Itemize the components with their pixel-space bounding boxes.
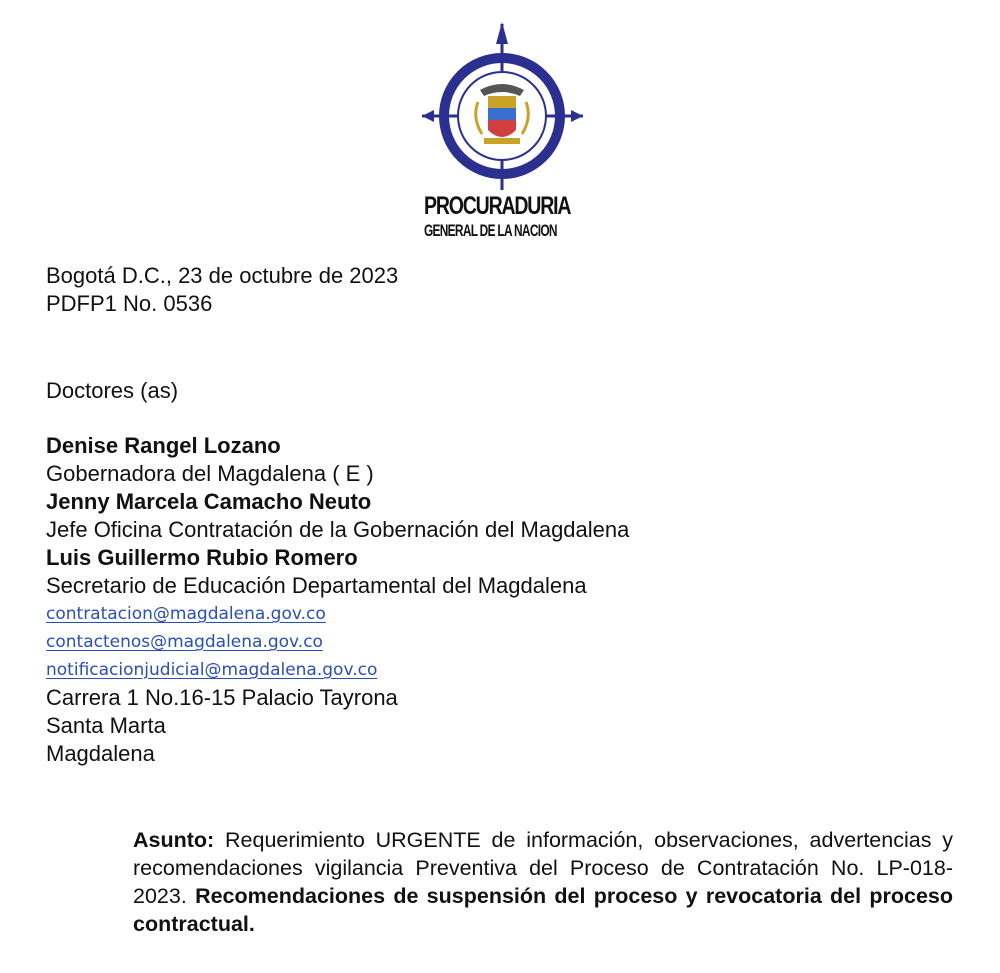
address-line: Carrera 1 No.16-15 Palacio Tayrona: [46, 685, 398, 710]
recipient-name: Denise Rangel Lozano: [46, 433, 281, 458]
procuraduria-seal-icon: [420, 22, 585, 192]
org-name-line1: PROCURADURIA: [424, 192, 571, 220]
recipient-title: Gobernadora del Magdalena ( E ): [46, 461, 374, 486]
place-date: Bogotá D.C., 23 de octubre de 2023: [46, 263, 399, 288]
subject-text: Requerimiento URGENTE de información, observaciones, advertencias y recomendaciones vigilancia Preventiva del Proceso de Contratación No. LP-018-2023.: [133, 828, 953, 908]
letter-header: [46, 262, 398, 318]
subject-paragraph: [133, 826, 953, 938]
org-name-line2: GENERAL DE LA NACION: [424, 221, 557, 240]
recipients-block: [46, 432, 629, 768]
subject-emphasis: Recomendaciones de suspensión del proceso y revocatoria del proceso contractual.: [133, 884, 954, 936]
salutation: Doctores (as): [46, 378, 179, 403]
subject-label: Asunto:: [133, 828, 215, 852]
procuraduria-logo: [420, 22, 585, 242]
recipient-title: Jefe Oficina Contratación de la Gobernación del Magdalena: [46, 517, 630, 542]
email-link-contratacion[interactable]: contratacion@magdalena.gov.co: [46, 604, 326, 624]
address-department: Magdalena: [46, 741, 155, 766]
address-city: Santa Marta: [46, 713, 166, 738]
recipient-name: Luis Guillermo Rubio Romero: [46, 545, 358, 570]
reference-number: PDFP1 No. 0536: [46, 291, 213, 316]
recipient-name: Jenny Marcela Camacho Neuto: [46, 489, 372, 514]
email-link-contactenos[interactable]: contactenos@magdalena.gov.co: [46, 632, 323, 652]
salutation-block: [46, 377, 178, 405]
recipient-title: Secretario de Educación Departamental del Magdalena: [46, 573, 587, 598]
email-link-notificacion[interactable]: notificacionjudicial@magdalena.gov.co: [46, 660, 378, 680]
